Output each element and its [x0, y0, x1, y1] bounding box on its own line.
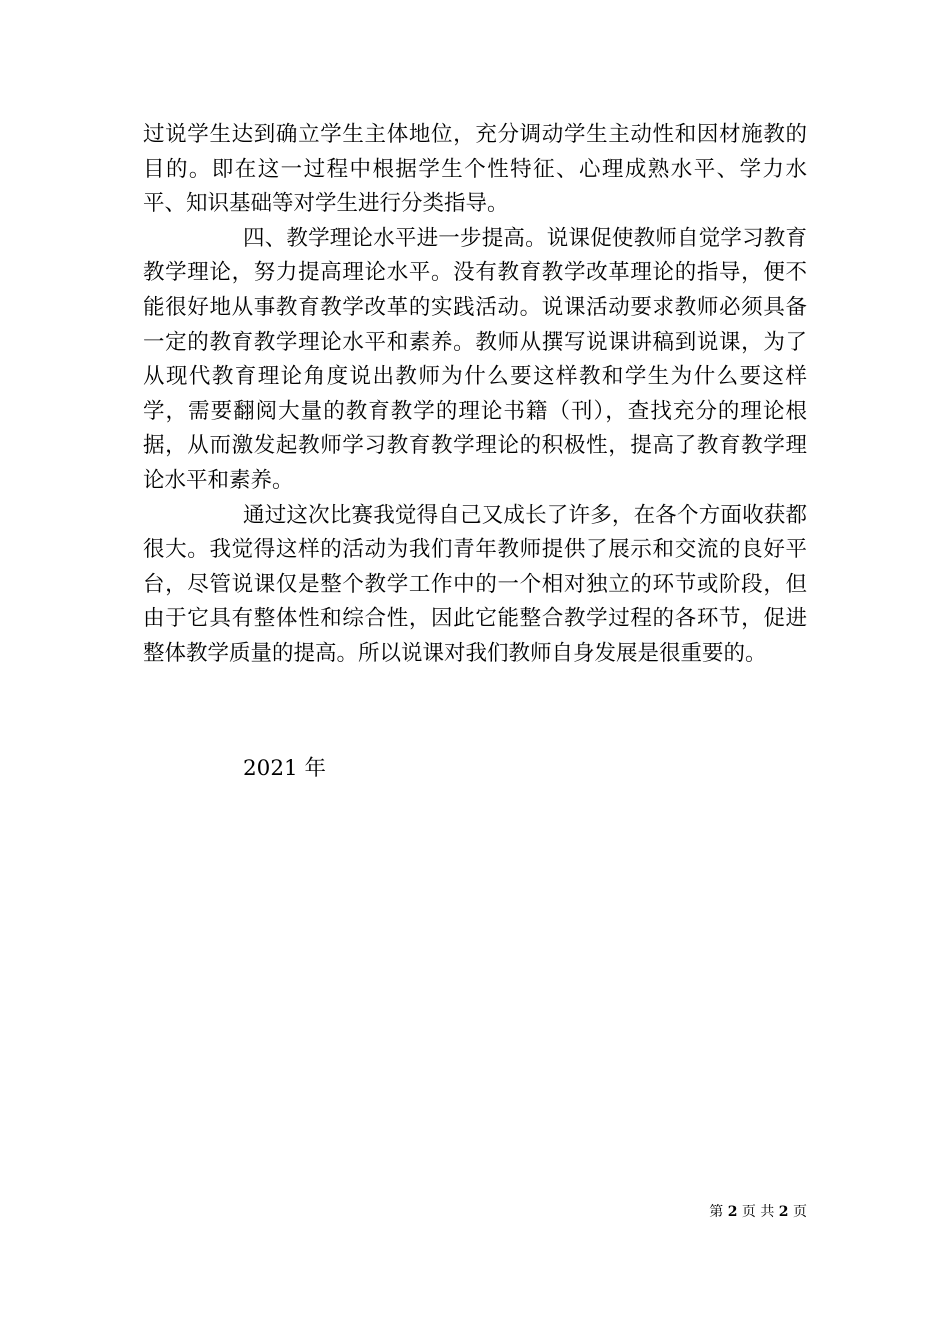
footer-prefix: 第 — [709, 1204, 724, 1220]
page-footer — [709, 1202, 807, 1222]
paragraph-conclusion: 通过这次比赛我觉得自己又成长了许多，在各个方面收获都很大。我觉得这样的活动为我们青年教师提供了展示和交流的良好平台，尽管说课仅是整个教学工作中的一个相对独立的环节或阶段，但由于它具有整体性和综合性，因此它能整合教学过程的各环节，促进整体教学质量的提高。所以说课对我们教师自身发展是很重要的。 — [143, 502, 807, 666]
paragraph-continuation: 过说学生达到确立学生主体地位，充分调动学生主动性和因材施教的目的。即在这一过程中根据学生个性特征、心理成熟水平、学力水平、知识基础等对学生进行分类指导。 — [143, 122, 807, 217]
footer-middle: 页 共 — [741, 1204, 775, 1220]
footer-page-number: 2 — [727, 1204, 738, 1220]
footer-total-pages: 2 — [778, 1204, 789, 1220]
document-date: 2021 年 — [243, 756, 327, 781]
document-body — [143, 118, 807, 672]
paragraph-theory-level: 四、教学理论水平进一步提高。说课促使教师自觉学习教育教学理论，努力提高理论水平。没有教育教学改革理论的指导，便不能很好地从事教育教学改革的实践活动。说课活动要求教师必须具备一定的教育教学理论水平和素养。教师从撰写说课讲稿到说课，为了从现代教育理论角度说出教师为什么要这样教和学生为什么要这样学，需要翻阅大量的教育教学的理论书籍（刊），查找充分的理论根据，从而激发起教师学习教育教学理论的积极性，提高了教育教学理论水平和素养。 — [143, 225, 807, 493]
footer-suffix: 页 — [793, 1204, 807, 1220]
